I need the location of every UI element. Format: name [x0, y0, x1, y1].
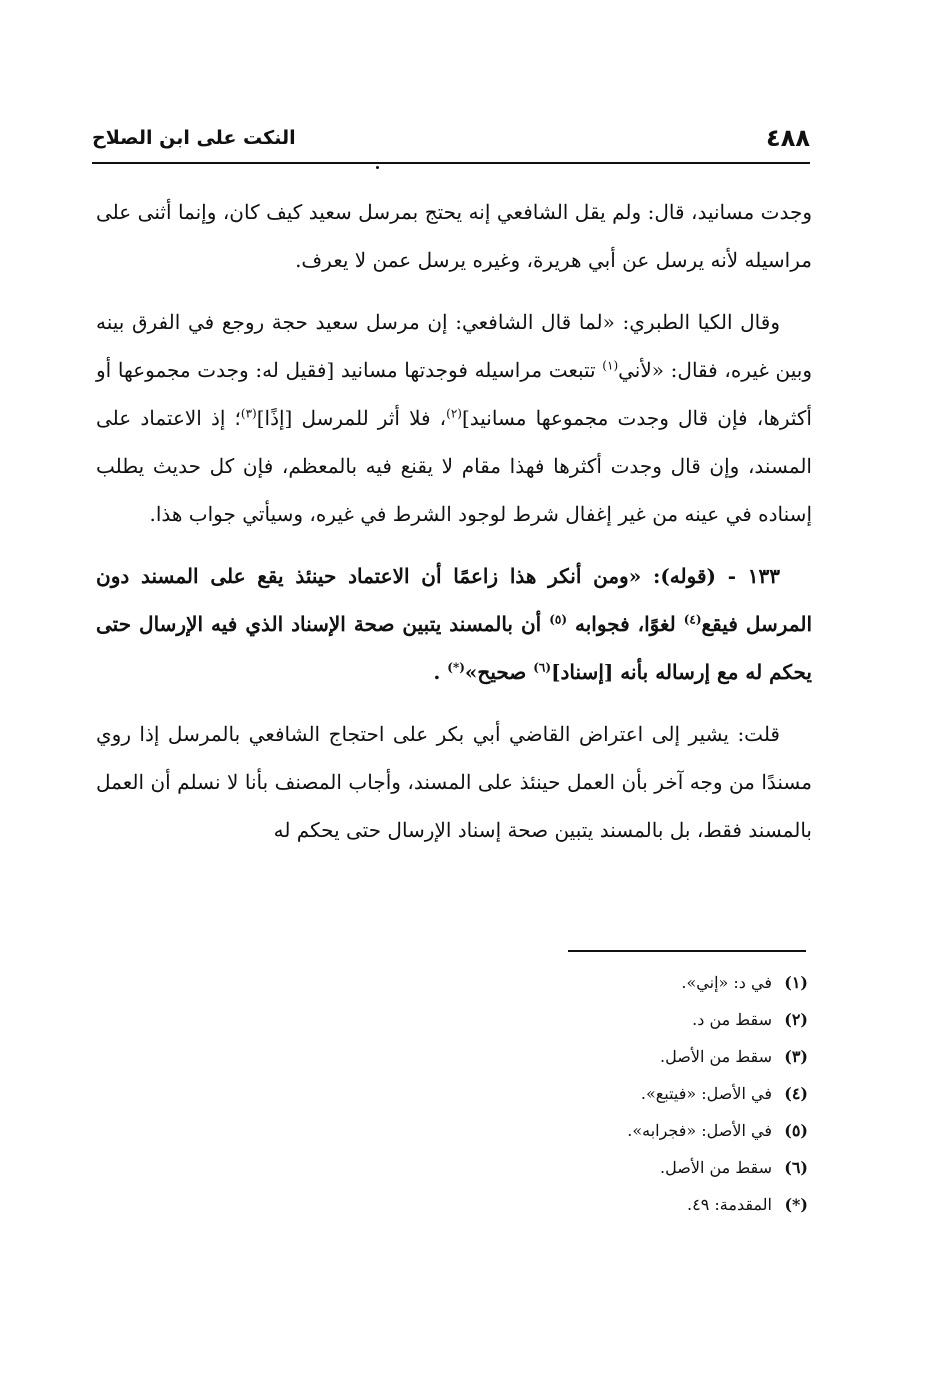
footnote-marker: (١): [784, 973, 808, 992]
paragraph-1: [96, 188, 812, 284]
footnote-text: سقط من الأصل.: [660, 1158, 772, 1177]
footnote-item: [96, 1112, 808, 1149]
footnote-text: المقدمة: ٤٩.: [687, 1195, 772, 1214]
main-text: [96, 188, 812, 868]
text-run: صحيح»: [464, 660, 534, 684]
footnote-text: في الأصل: «فيتبع».: [640, 1084, 772, 1103]
footnote-ref: (*): [447, 660, 465, 675]
paragraph-4: [96, 710, 812, 854]
footnote-item: [96, 1001, 808, 1038]
footnote-item: [96, 1075, 808, 1112]
text-run: أن بالمسند يتبين صحة الإسناد الذي فيه الإرسال حتى يحكم له مع إرساله بأنه [إسناد]: [96, 612, 812, 684]
text-run: تتبعت مراسيله فوجدتها مسانيد [فقيل له: وجدت مجموعها أو أكثرها، فإن قال وجدت مجموعها مسانيد]: [96, 358, 812, 430]
header-ornament-dot: [376, 166, 379, 169]
header-rule: [92, 162, 810, 164]
text-run: وجدت مسانيد، قال: ولم يقل الشافعي إنه يحتج بمرسل سعيد كيف كان، وإنما أثنى على مراسيله لأنه يرسل عن أبي هريرة، وغيره يرسل عمن لا يعرف.: [96, 200, 812, 272]
footnote-marker: (*): [784, 1195, 808, 1214]
paragraph-2: [96, 298, 812, 538]
footnote-marker: (٤): [784, 1084, 808, 1103]
footnote-ref: (٦): [533, 660, 552, 675]
page-header: [92, 118, 810, 158]
text-run: ، فلا أثر للمرسل [إذًا]: [256, 406, 447, 430]
text-run: قلت: يشير إلى اعتراض القاضي أبي بكر على احتجاج الشافعي بالمرسل إذا روي مسندًا من وجه آخر بأن العمل حينئذ على المسند، وأجاب المصنف بأنا لا نسلم أن العمل بالمسند فقط، بل بالمسند يتبين صحة إسناد الإرسال حتى يحكم له: [96, 722, 812, 842]
footnote-item: [96, 1149, 808, 1186]
footnote-item: [96, 1186, 808, 1223]
footnote-text: في د: «إني».: [681, 973, 772, 992]
footnote-marker: (٢): [784, 1010, 808, 1029]
text-run: ١٣٣ - (قوله): «ومن أنكر هذا زاعمًا أن الاعتماد حينئذ يقع على المسند دون المرسل فيقع: [96, 564, 813, 636]
text-run: ؛ إذ الاعتماد على المسند، وإن قال وجدت أكثرها فهذا مقام لا يقنع فيه بالمعظم، فإن كل حديث يطلب إسناده في عينه من غير إغفال شرط لوجود الشرط في غيره، وسيأتي جواب هذا.: [96, 406, 812, 526]
footnote-marker: (٥): [784, 1121, 808, 1140]
footnote-ref: (١): [602, 358, 619, 373]
footnote-ref: (٥): [549, 612, 568, 627]
footnote-ref: (٣): [240, 406, 257, 421]
footnote-item: [96, 964, 808, 1001]
text-run: وقال الكيا الطبري: «لما قال الشافعي: إن مرسل سعيد حجة روجع في الفرق بينه وبين غيره، فقال: «لأني: [96, 310, 812, 382]
footnotes-list: [96, 964, 808, 1223]
page-number: ٤٨٨: [766, 124, 810, 152]
footnote-text: سقط من د.: [692, 1010, 772, 1029]
running-title: النكت على ابن الصلاح: [92, 127, 296, 149]
text-run: .: [433, 660, 448, 684]
footnote-ref: (٤): [683, 612, 702, 627]
paragraph-3: [96, 552, 812, 696]
footnote-text: في الأصل: «فجرابه».: [627, 1121, 772, 1140]
footnote-separator: [568, 950, 806, 952]
footnote-marker: (٦): [784, 1158, 808, 1177]
footnote-text: سقط من الأصل.: [660, 1047, 772, 1066]
text-run: لغوًا، فجوابه: [567, 612, 684, 636]
footnote-ref: (٢): [446, 406, 462, 421]
footnote-item: [96, 1038, 808, 1075]
footnote-marker: (٣): [784, 1047, 808, 1066]
